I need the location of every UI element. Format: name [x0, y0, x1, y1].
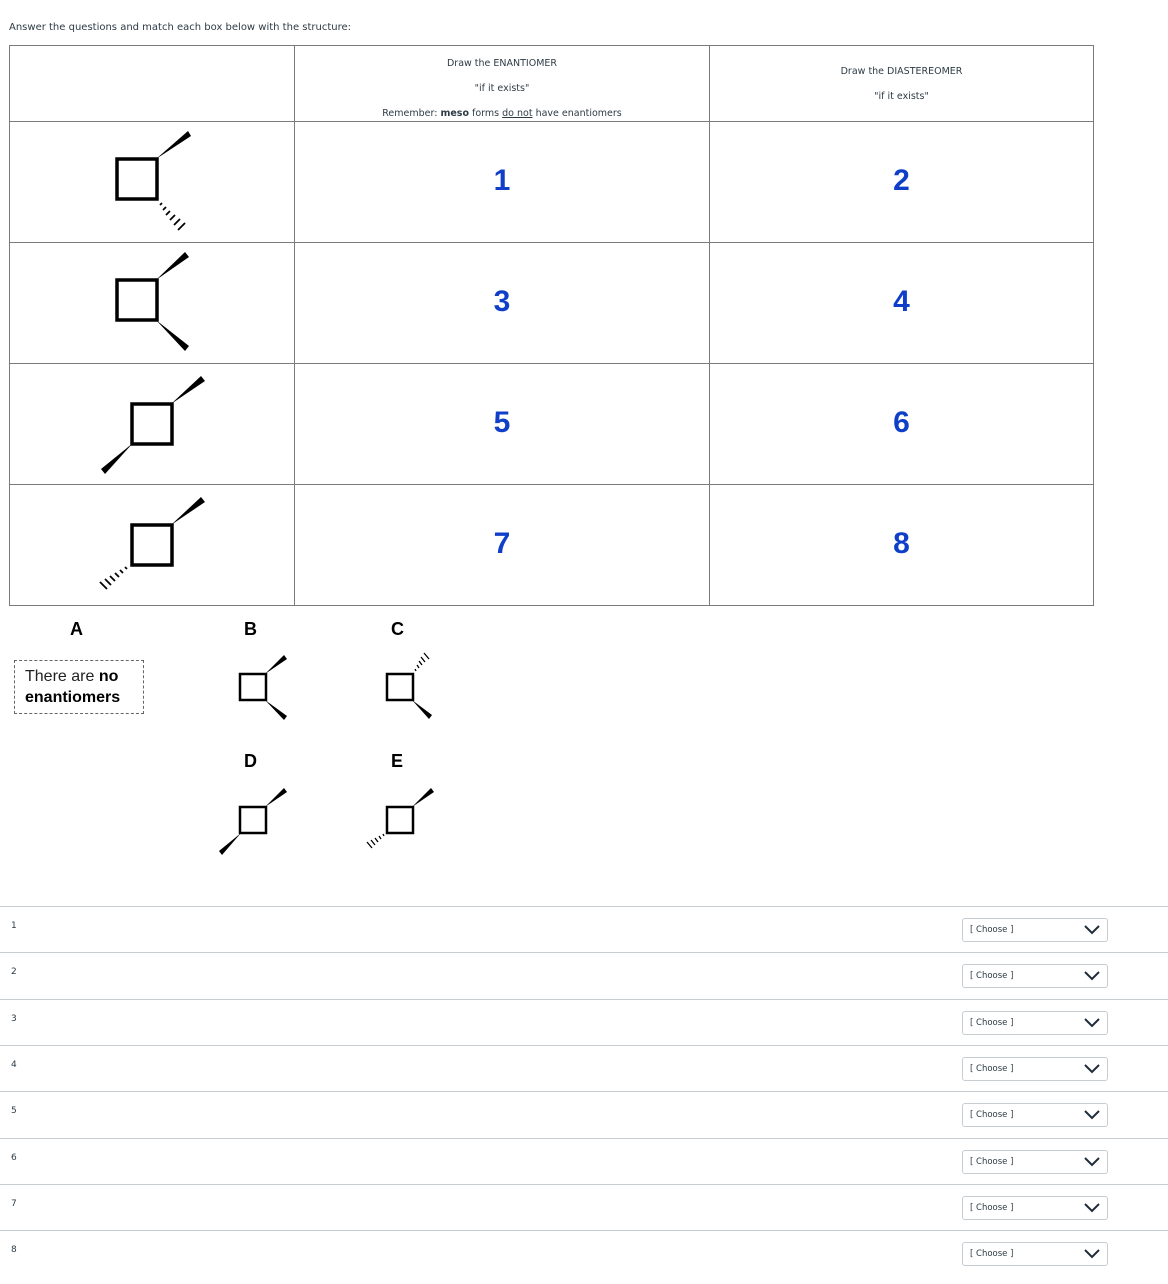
- structure-4-image: [10, 485, 294, 605]
- answer-select-3[interactable]: [ Choose ]: [962, 1011, 1108, 1035]
- chevron-down-icon: [1084, 1203, 1100, 1213]
- answer-select-6[interactable]: [ Choose ]: [962, 1150, 1108, 1174]
- option-d-structure: [215, 783, 295, 858]
- answer-box-1: 1: [295, 122, 710, 243]
- table-row: [10, 122, 1094, 243]
- option-c-structure: [377, 650, 447, 725]
- structure-cell: [10, 243, 295, 364]
- answer-box-5: 5: [295, 364, 710, 485]
- diastereomer-header: Draw the DIASTEREOMER "if it exists": [710, 46, 1094, 122]
- structure-cell: [10, 122, 295, 243]
- table-row: [10, 243, 1094, 364]
- answer-box-3: 3: [295, 243, 710, 364]
- option-e-structure: [362, 783, 442, 858]
- chevron-down-icon: [1084, 1064, 1100, 1074]
- chevron-down-icon: [1084, 925, 1100, 935]
- answer-row-7: 7 [ Choose ]: [0, 1184, 1168, 1231]
- chevron-down-icon: [1084, 971, 1100, 981]
- enantiomer-header: Draw the ENANTIOMER "if it exists" Remember: meso forms do not have enantiomers: [295, 46, 710, 122]
- structure-1-image: [10, 122, 294, 242]
- answer-box-8: 8: [710, 485, 1094, 606]
- answer-row-5: 5 [ Choose ]: [0, 1091, 1168, 1138]
- answer-box-6: 6: [710, 364, 1094, 485]
- answer-select-7[interactable]: [ Choose ]: [962, 1196, 1108, 1220]
- answer-select-2[interactable]: [ Choose ]: [962, 964, 1108, 988]
- option-b-structure: [230, 650, 300, 725]
- answer-row-1: 1 [ Choose ]: [0, 906, 1168, 953]
- structure-cell: [10, 485, 295, 606]
- answer-select-5[interactable]: [ Choose ]: [962, 1103, 1108, 1127]
- chevron-down-icon: [1084, 1249, 1100, 1259]
- table-row: [10, 485, 1094, 606]
- answer-select-1[interactable]: [ Choose ]: [962, 918, 1108, 942]
- answer-box-2: 2: [710, 122, 1094, 243]
- option-a-box: There are no enantiomers: [14, 660, 144, 714]
- option-a-label: A: [70, 619, 83, 639]
- question-table: [9, 45, 1094, 606]
- answer-box-7: 7: [295, 485, 710, 606]
- structure-header: [10, 46, 295, 122]
- answer-row-8: 8 [ Choose ]: [0, 1230, 1168, 1277]
- answer-row-3: 3 [ Choose ]: [0, 999, 1168, 1046]
- option-e-label: E: [391, 751, 404, 771]
- option-d-label: D: [244, 751, 257, 771]
- option-b-label: B: [244, 619, 257, 639]
- structure-3-image: [10, 364, 294, 484]
- option-c-label: C: [391, 619, 404, 639]
- answer-select-8[interactable]: [ Choose ]: [962, 1242, 1108, 1266]
- chevron-down-icon: [1084, 1110, 1100, 1120]
- chevron-down-icon: [1084, 1018, 1100, 1028]
- table-row: [10, 364, 1094, 485]
- answer-row-2: 2 [ Choose ]: [0, 952, 1168, 999]
- structure-cell: [10, 364, 295, 485]
- structure-2-image: [10, 243, 294, 363]
- chevron-down-icon: [1084, 1157, 1100, 1167]
- instructions: Answer the questions and match each box below with the structure:: [9, 22, 352, 33]
- answer-box-4: 4: [710, 243, 1094, 364]
- answer-row-6: 6 [ Choose ]: [0, 1138, 1168, 1185]
- answer-row-4: 4 [ Choose ]: [0, 1045, 1168, 1092]
- answer-select-4[interactable]: [ Choose ]: [962, 1057, 1108, 1081]
